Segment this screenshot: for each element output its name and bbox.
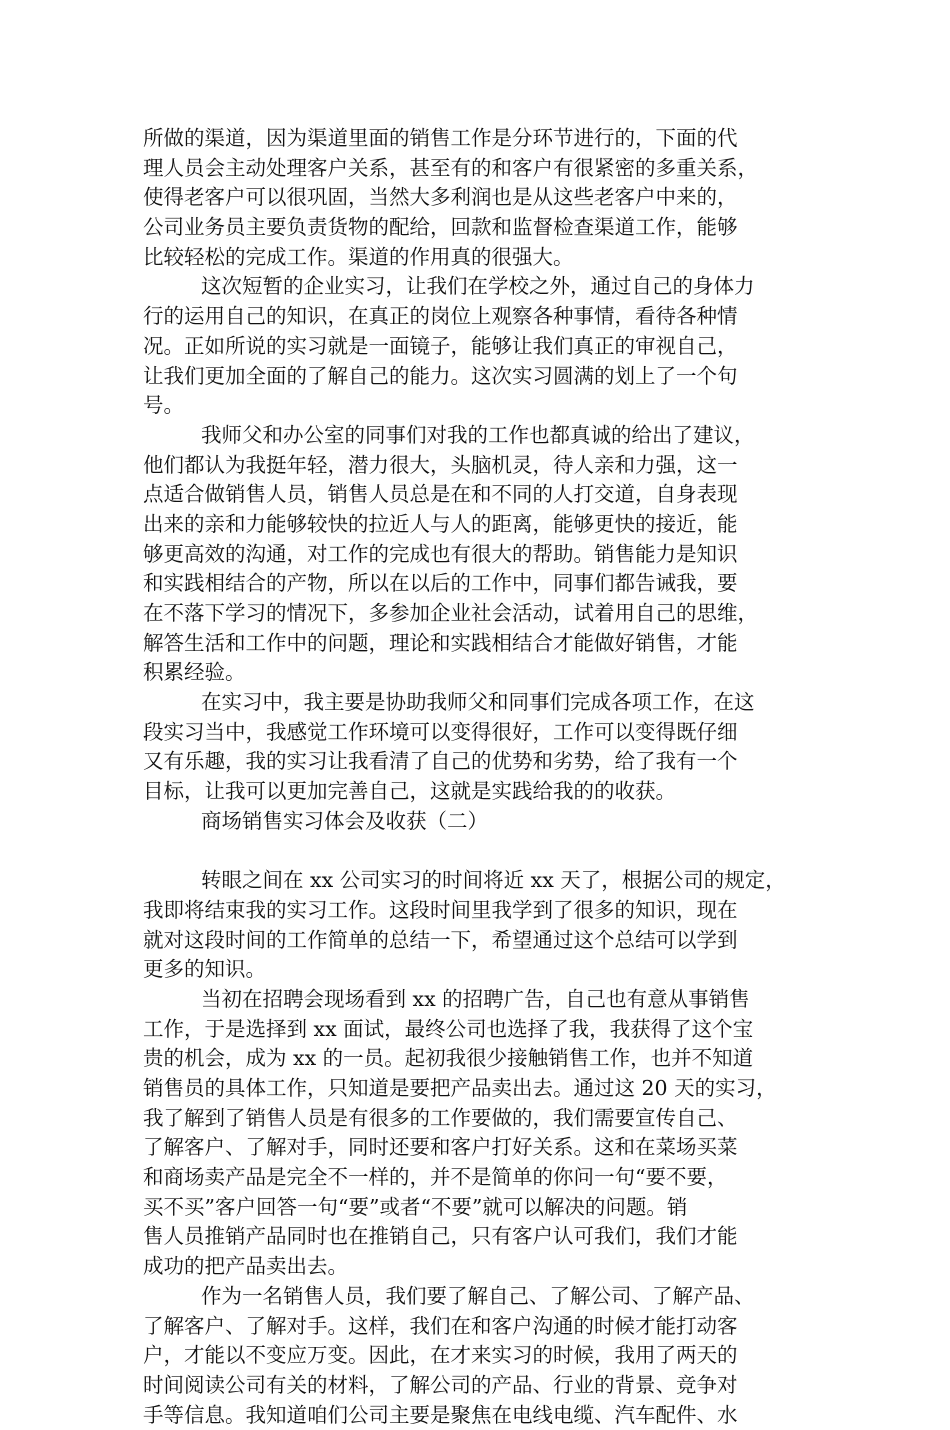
text-line: 更多的知识。	[143, 957, 266, 982]
text-line: 出来的亲和力能够较快的拉近人与人的距离，能够更快的接近，能	[143, 511, 738, 536]
text-line: 贵的机会，成为 xx 的一员。起初我很少接触销售工作，也并不知道	[143, 1046, 754, 1071]
text-line: 销售员的具体工作，只知道是要把产品卖出去。通过这 20 天的实习，	[143, 1076, 777, 1100]
text-line: 户，才能以不变应万变。因此，在才来实习的时候，我用了两天的	[143, 1343, 738, 1368]
text-line: 在不落下学习的情况下，多参加企业社会活动，试着用自己的思维，	[143, 601, 758, 625]
text-line: 况。正如所说的实习就是一面镜子，能够让我们真正的审视自己，	[143, 333, 738, 358]
text-line: 比较轻松的完成工作。渠道的作用真的很强大。	[143, 244, 574, 269]
text-line: 和商场卖产品是完全不一样的，并不是简单的你问一句“要不要，	[143, 1165, 728, 1190]
text-line: 了解客户、了解对手，同时还要和客户打好关系。这和在菜场买菜	[143, 1135, 738, 1160]
text-line: 积累经验。	[143, 660, 246, 685]
text-line: 成功的把产品卖出去。	[143, 1254, 348, 1279]
text-line: 行的运用自己的知识，在真正的岗位上观察各种事情，看待各种情	[143, 304, 738, 329]
text-line: 公司业务员主要负责货物的配给，回款和监督检查渠道工作，能够	[143, 215, 738, 240]
text-line: 又有乐趣，我的实习让我看清了自己的优势和劣势，给了我有一个	[143, 749, 738, 774]
text-line: 他们都认为我挺年轻，潜力很大，头脑机灵，待人亲和力强，这一	[143, 452, 738, 477]
text-line: 使得老客户可以很巩固，当然大多利润也是从这些老客户中来的，	[143, 185, 738, 210]
text-line: 点适合做销售人员，销售人员总是在和不同的人打交道，自身表现	[143, 482, 738, 507]
text-line: 作为一名销售人员，我们要了解自己、了解公司、了解产品、	[201, 1283, 755, 1308]
text-line: 买不买”客户回答一句“要”或者“不要”就可以解决的问题。销	[143, 1194, 688, 1219]
text-line: 号。	[143, 393, 184, 418]
text-line: 时间阅读公司有关的材料，了解公司的产品、行业的背景、竞争对	[143, 1372, 738, 1397]
text-line: 段实习当中，我感觉工作环境可以变得很好，工作可以变得既仔细	[143, 719, 738, 744]
text-line: 和实践相结合的产物，所以在以后的工作中，同事们都告诫我，要	[143, 571, 738, 596]
text-line: 在实习中，我主要是协助我师父和同事们完成各项工作，在这	[201, 690, 755, 715]
text-line: 理人员会主动处理客户关系，甚至有的和客户有很紧密的多重关系，	[143, 155, 758, 180]
text-line: 转眼之间在 xx 公司实习的时间将近 xx 天了，根据公司的规定，	[201, 868, 786, 893]
text-line: 工作，于是选择到 xx 面试，最终公司也选择了我，我获得了这个宝	[143, 1016, 754, 1041]
text-line: 这次短暂的企业实习，让我们在学校之外，通过自己的身体力	[201, 274, 755, 299]
text-line: 够更高效的沟通，对工作的完成也有很大的帮助。销售能力是知识	[143, 541, 738, 566]
text-line: 目标，让我可以更加完善自己，这就是实践给我的的收获。	[143, 779, 676, 804]
text-line: 让我们更加全面的了解自己的能力。这次实习圆满的划上了一个句	[143, 363, 738, 388]
text-line: 售人员推销产品同时也在推销自己，只有客户认可我们，我们才能	[143, 1224, 738, 1249]
text-line: 手等信息。我知道咱们公司主要是聚焦在电线电缆、汽车配件、水	[143, 1402, 738, 1427]
text-line: 了解客户、了解对手。这样，我们在和客户沟通的时候才能打动客	[143, 1313, 738, 1338]
text-line: 商场销售实习体会及收获（二）	[201, 808, 488, 833]
text-line: 所做的渠道，因为渠道里面的销售工作是分环节进行的，下面的代	[143, 126, 738, 150]
document-page	[143, 124, 823, 1430]
text-line: 就对这段时间的工作简单的总结一下，希望通过这个总结可以学到	[143, 927, 738, 952]
text-line: 我师父和办公室的同事们对我的工作也都真诚的给出了建议，	[201, 422, 755, 447]
text-line: 当初在招聘会现场看到 xx 的招聘广告，自己也有意从事销售	[201, 986, 750, 1011]
text-line: 解答生活和工作中的问题，理论和实践相结合才能做好销售，才能	[143, 630, 738, 655]
text-line: 我即将结束我的实习工作。这段时间里我学到了很多的知识，现在	[143, 897, 738, 922]
blank-line	[143, 837, 823, 867]
text-line: 我了解到了销售人员是有很多的工作要做的，我们需要宣传自己、	[143, 1105, 738, 1130]
